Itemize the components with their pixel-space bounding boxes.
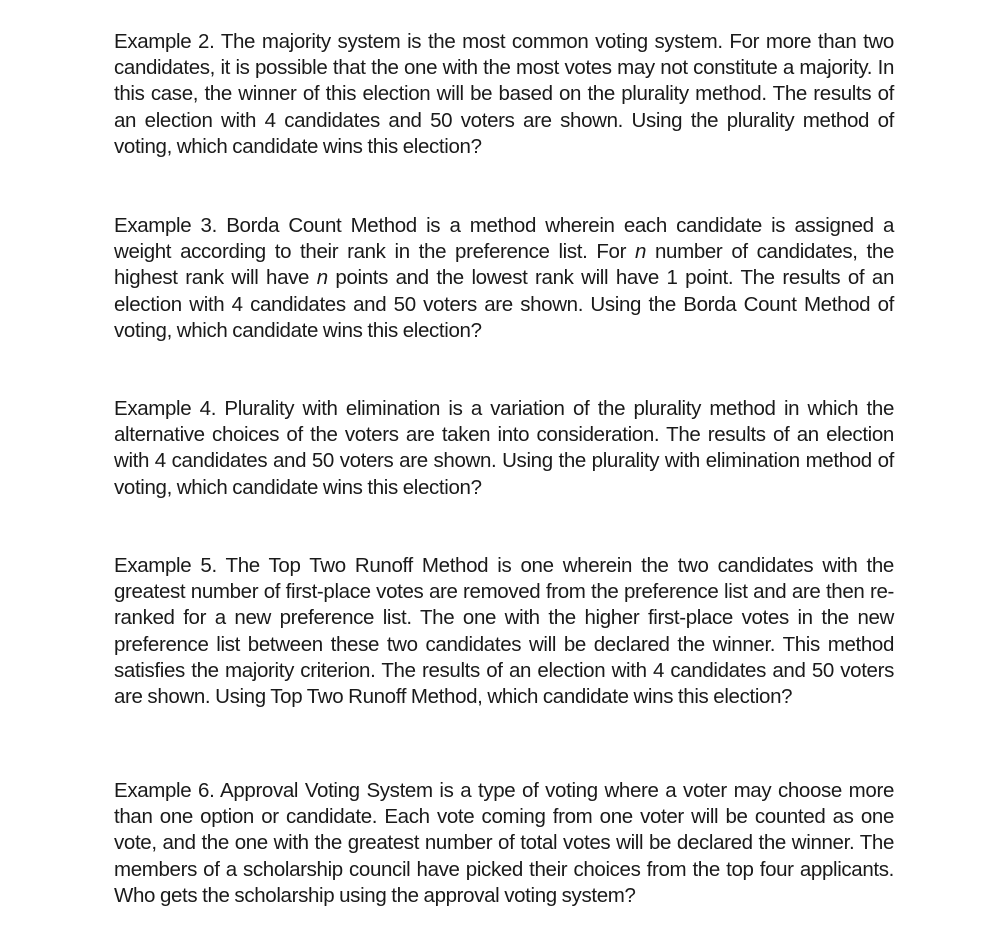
example-label: Example 3.	[114, 214, 217, 237]
variable-n: n	[635, 240, 647, 264]
example-label: Example 6.	[114, 779, 215, 802]
example-text: points and the lowest rank will have 1 point. The results of an election with 4 candidates and 50 voters are shown. Using the Borda Count Method of voting, which candidate wins this election?	[114, 266, 894, 342]
example-text: The Top Two Runoff Method is one wherein the two candidates with the greatest number of first-place votes are removed from the preference list and are then re-ranked for a new preference list. The one with the higher first-place votes in the new preference list between these two candidates will be declared the winner. This method satisfies the majority criterion. The results of an election with 4 candidates and 50 voters are shown. Using Top Two Runoff Method, which candidate wins this election?	[114, 554, 894, 709]
example-text: Plurality with elimination is a variation of the plurality method in which the alternative choices of the voters are taken into consideration. The results of an election with 4 candidates and 50 voters are shown. Using the plurality with elimination method of voting, which candidate wins this election?	[114, 397, 894, 499]
example-label: Example 4.	[114, 397, 217, 420]
example-text: The majority system is the most common voting system. For more than two candidates, it is possible that the one with the most votes may not constitute a majority. In this case, the winner of this election will be based on the plurality method. The results of an election with 4 candidates and 50 voters are shown. Using the plurality method of voting, which candidate wins this election?	[114, 30, 894, 158]
example-text: Approval Voting System is a type of voting where a voter may choose more than one option or candidate. Each vote coming from one voter will be counted as one vote, and the one with the greatest number of total votes will be declared the winner. The members of a scholarship council have picked their choices from the top four applicants. Who gets the scholarship using the approval voting system?	[114, 779, 894, 907]
example-6-paragraph	[114, 778, 894, 909]
variable-n: n	[316, 266, 328, 290]
example-3-paragraph	[114, 213, 894, 344]
example-text: Borda Count Method is a method wherein each candidate is assigned a weight according to their rank in the preference list. For	[114, 214, 894, 264]
example-text: number of candidates, the highest rank will have	[114, 240, 895, 290]
example-label: Example 5.	[114, 554, 217, 577]
example-label: Example 2.	[114, 30, 215, 53]
example-4-paragraph	[114, 396, 894, 501]
example-5-paragraph	[114, 553, 894, 710]
example-2-paragraph	[114, 29, 894, 160]
